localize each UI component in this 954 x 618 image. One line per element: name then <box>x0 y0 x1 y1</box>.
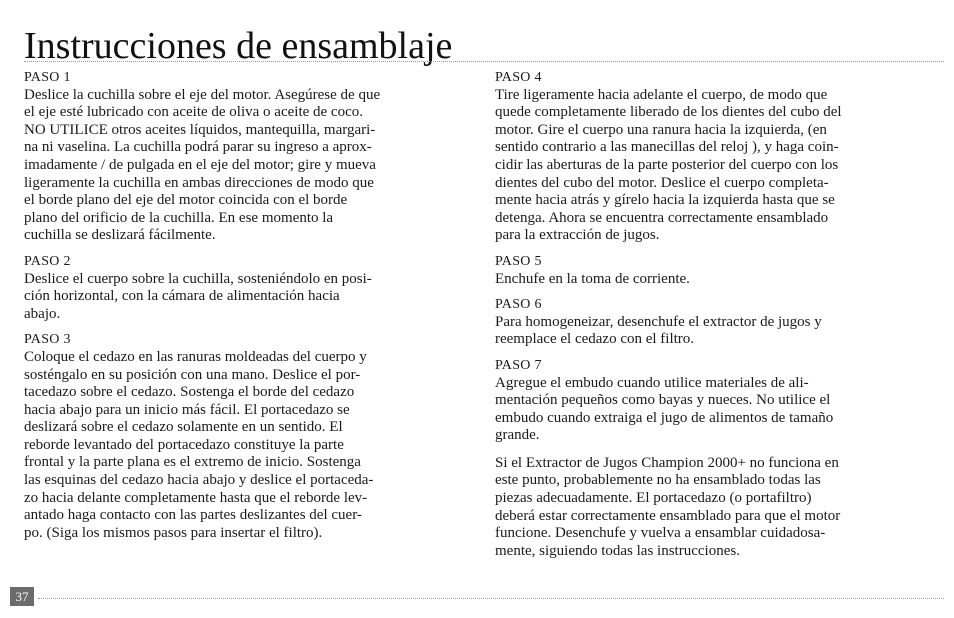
step-heading: PASO 1 <box>24 70 71 85</box>
footer-divider <box>38 598 944 599</box>
step-heading: PASO 7 <box>495 357 542 373</box>
page-number: 37 <box>10 587 34 606</box>
step-text: Coloque el cedazo en las ranuras moldeadas del cuerpo y sosténgalo en su posición con una mano. Deslice el por- tacedazo sobre el cedazo. Sostenga el borde del cedazo hacia abajo para un inicio más fácil. El portacedazo se deslizará sobre el cedazo solamente en un sentido. El reborde levantado del portacedazo constituye la parte frontal y la parte plana es el extremo de inicio. Sostenga las esquinas del cedazo hacia abajo y deslice el portaceda- zo hacia delante completamente hasta que el reborde lev- antado haga contacto con las partes deslizantes del cuer- po. (Siga los mismos pasos para insertar el filtro). <box>24 348 374 541</box>
step-5 <box>495 253 915 288</box>
step-text: Agregue el embudo cuando utilice materiales de ali- mentación pequeños como bayas y nueces. No utilice el embudo cuando extraiga el jugo de alimentos de tamaño grande. <box>495 374 834 444</box>
step-3 <box>24 331 456 542</box>
right-column <box>495 69 915 560</box>
left-column <box>24 69 456 550</box>
step-6 <box>495 296 915 349</box>
step-heading: PASO 3 <box>24 332 71 348</box>
title-divider <box>24 61 944 62</box>
step-text: Para homogeneizar, desenchufe el extractor de jugos y reemplace el cedazo con el filtro. <box>495 313 822 348</box>
step-1 <box>24 69 456 245</box>
step-heading: PASO 6 <box>495 297 542 313</box>
step-heading: PASO 2 <box>24 253 71 269</box>
step-heading: PASO 5 <box>495 253 542 269</box>
closing-paragraph: Si el Extractor de Jugos Champion 2000+ no funciona en este punto, probablemente no ha ensamblado todas las piezas adecuadamente. El portacedazo (o portafiltro) deberá estar correctamente ensamblado para que el motor funcione. Desenchufe y vuelva a ensamblar cuidadosa- mente, siguiendo todas las instrucciones. <box>495 454 841 559</box>
step-7 <box>495 357 915 445</box>
step-text: Deslice el cuerpo sobre la cuchilla, sosteniéndolo en posi- ción horizontal, con la cámara de alimentación hacia abajo. <box>24 270 372 322</box>
page-title: Instrucciones de ensamblaje <box>24 25 453 67</box>
step-heading: PASO 4 <box>495 70 542 85</box>
step-4 <box>495 69 915 245</box>
step-text: Deslice la cuchilla sobre el eje del motor. Asegúrese de que el eje esté lubricado con aceite de oliva o aceite de coco. NO UTILICE otros aceites líquidos, mantequilla, margari- na ni vaselina. La cuchilla podrá parar su ingreso a aprox- imadamente / de pulgada en el eje del motor; gire y mueva ligeramente la cuchilla en ambas direcciones de modo que el borde plano del eje del motor coincida con el borde plano del orificio de la cuchilla. En ese momento la cuchilla se deslizará fácilmente. <box>24 86 381 244</box>
step-text: Tire ligeramente hacia adelante el cuerpo, de modo que quede completamente liberado de los dientes del cubo del motor. Gire el cuerpo una ranura hacia la izquierda, (en sentido contrario a las manecillas del reloj ), y haga coin- cidir las aberturas de la parte posterior del cuerpo con los dientes del cubo del motor. Deslice el cuerpo completa- mente hacia atrás y gírelo hacia la izquierda hasta que se detenga. Ahora se encuentra correctamente ensamblado para la extracción de jugos. <box>495 86 842 244</box>
step-2 <box>24 253 456 323</box>
step-text: Enchufe en la toma de corriente. <box>495 270 690 287</box>
